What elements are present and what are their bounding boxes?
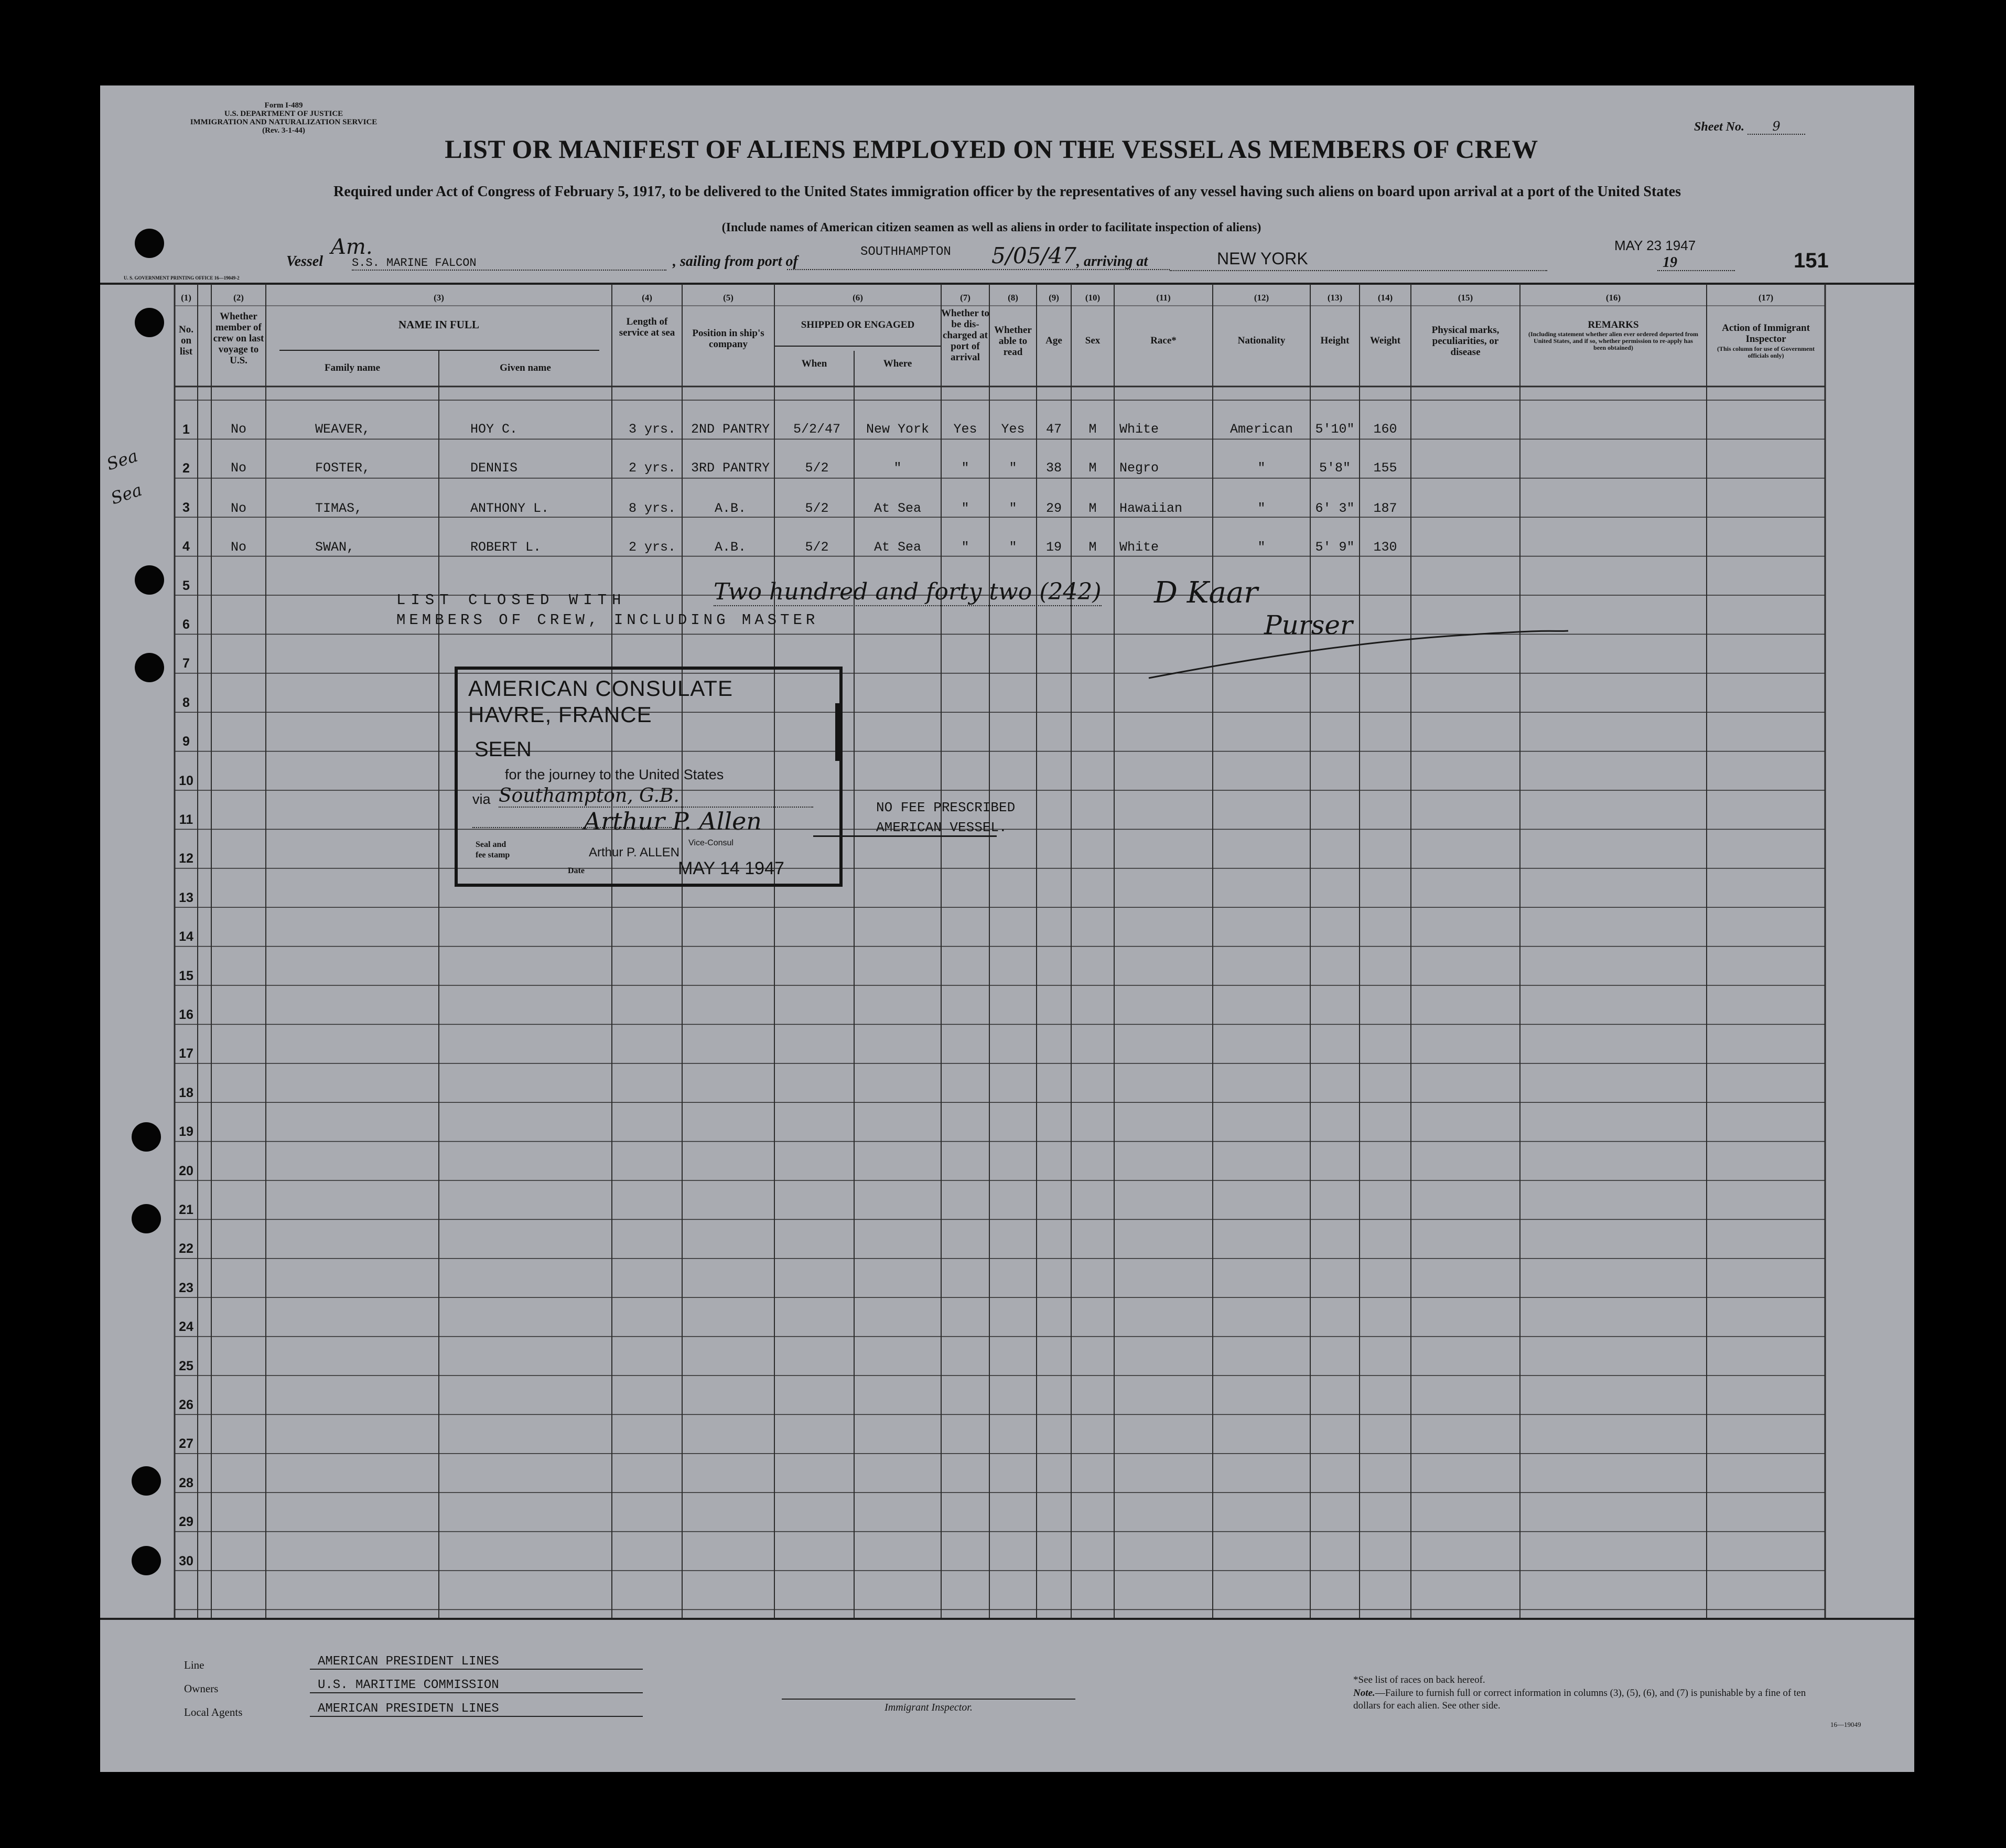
row-number: 4	[182, 539, 190, 554]
sailing-label: , sailing from port of	[673, 253, 798, 270]
col-number: (13)	[1327, 293, 1343, 303]
cell-family-name: FOSTER,	[315, 460, 371, 476]
col-number: (4)	[642, 293, 652, 303]
header-remarks: REMARKS	[1588, 319, 1639, 330]
header-physical-marks: Physical marks, peculiarities, or disease	[1431, 325, 1500, 358]
cell-service: 2 yrs.	[629, 540, 676, 555]
stamp-journey: for the journey to the United States	[505, 767, 724, 782]
arriving-label: , arriving at	[1076, 253, 1148, 270]
vessel-name: S.S. MARINE FALCON	[352, 256, 666, 271]
cell-last-voyage: No	[230, 540, 246, 555]
vessel-label: Vessel	[286, 253, 323, 270]
cell-given-name: HOY C.	[470, 422, 518, 437]
row-number: 25	[179, 1358, 193, 1373]
fee-note-line1: NO FEE PRESCRIBED	[876, 800, 1016, 815]
row-number: 6	[182, 617, 190, 632]
stamp-seal-label: Seal and	[476, 840, 506, 849]
header-when: When	[801, 358, 827, 369]
stamp-edge-mark	[835, 703, 840, 761]
stamp-city: HAVRE, FRANCE	[468, 702, 652, 727]
cell-where: New York	[866, 422, 930, 437]
cell-able-to-read: "	[1009, 540, 1017, 555]
crew-count-handwritten: Two hundred and forty two (242)	[714, 578, 1102, 605]
cell-nationality: "	[1257, 540, 1266, 555]
col-number: (7)	[960, 293, 970, 303]
inspector-signature-line	[782, 1699, 1075, 1700]
row-number: 7	[182, 656, 190, 671]
row-number: 21	[179, 1202, 193, 1217]
cell-last-voyage: No	[230, 460, 246, 476]
cell-given-name: DENNIS	[470, 460, 518, 476]
cell-age: 29	[1045, 500, 1062, 516]
row-number: 14	[179, 929, 193, 944]
header-nationality: Nationality	[1237, 335, 1286, 346]
sailing-port: SOUTHHAMPTON	[860, 245, 951, 259]
footer-owners-value: U.S. MARITIME COMMISSION	[310, 1678, 643, 1693]
header-weight: Weight	[1369, 335, 1401, 346]
cell-service: 8 yrs.	[629, 500, 676, 516]
cell-sex: M	[1088, 460, 1097, 476]
purser-signature: D Kaar	[1154, 576, 1258, 610]
cell-nationality: American	[1230, 422, 1293, 437]
consul-title: Vice-Consul	[688, 839, 734, 847]
row-number: 9	[182, 734, 190, 749]
cell-height: 5'10"	[1315, 422, 1355, 437]
cell-nationality: "	[1257, 460, 1266, 476]
inspector-label: Immigrant Inspector.	[885, 1702, 973, 1713]
stamp-fee-label: fee stamp	[476, 851, 510, 859]
cell-position: A.B.	[714, 540, 746, 555]
vessel-prefix: Am.	[331, 235, 373, 259]
stamp-seen: SEEN	[474, 738, 532, 761]
stamp-via-route: Southampton, G.B.	[499, 785, 813, 808]
penalty-note	[1353, 1687, 1815, 1712]
row-number: 20	[179, 1163, 193, 1178]
purser-title: Purser	[1264, 610, 1353, 640]
header-age: Age	[1045, 335, 1062, 346]
row-number: 13	[179, 890, 193, 905]
cell-family-name: TIMAS,	[315, 500, 363, 516]
col-number: (15)	[1458, 293, 1473, 303]
cell-last-voyage: No	[230, 500, 246, 516]
year-label: 19	[1663, 254, 1677, 271]
row-number: 30	[179, 1553, 193, 1568]
row-number: 2	[182, 461, 190, 476]
cell-position: A.B.	[714, 500, 746, 516]
header-able-to-read: Whether able to read	[994, 325, 1032, 358]
signature-flourish	[1144, 626, 1573, 683]
header-race: Race*	[1150, 335, 1177, 346]
fee-note-line2: AMERICAN VESSEL.	[876, 820, 1007, 835]
row-number: 5	[182, 578, 190, 593]
col-number: (14)	[1377, 293, 1393, 303]
cell-sex: M	[1088, 422, 1097, 437]
cell-position: 2ND PANTRY	[691, 422, 770, 437]
sheet-label: Sheet No.	[1694, 120, 1744, 134]
row-number: 11	[179, 812, 193, 827]
cell-height: 5' 9"	[1315, 540, 1355, 555]
form-subtitle: Required under Act of Congress of February 5, 1917, to be delivered to the United States immigration officer by the representatives of any vessel having such aliens on board upon arrival at a port of the United States	[333, 184, 1681, 200]
cell-when: 5/2	[805, 500, 829, 516]
cell-discharged: "	[961, 500, 969, 516]
header-position: Position in ship's company	[692, 328, 764, 350]
footer-owners-label: Owners	[184, 1682, 219, 1695]
form-code: 16—19049	[1830, 1721, 1861, 1728]
row-number: 16	[179, 1007, 193, 1022]
footer-line-label: Line	[184, 1659, 204, 1671]
header-length-of-service: Length of service at sea	[619, 316, 675, 338]
page-number: 151	[1794, 249, 1829, 272]
cell-when: 5/2	[805, 540, 829, 555]
list-closed-line2: MEMBERS OF CREW, INCLUDING MASTER	[396, 611, 819, 629]
header-remarks-note: (Including statement whether alien ever ordered deported from United States, and if so, whether permission to re-apply has been obtained)	[1528, 330, 1699, 351]
col-number: (16)	[1605, 293, 1621, 303]
row-number: 23	[179, 1280, 193, 1295]
cell-given-name: ROBERT L.	[470, 540, 542, 555]
cell-given-name: ANTHONY L.	[470, 500, 549, 516]
cell-where: At Sea	[873, 540, 921, 555]
header-height: Height	[1320, 335, 1350, 346]
margin-note: Sea	[104, 445, 141, 475]
consulate-stamp	[455, 667, 843, 887]
row-number: 3	[182, 500, 190, 515]
stamp-line-extension	[813, 835, 997, 837]
cell-discharged: "	[961, 460, 969, 476]
manifest-sheet	[100, 85, 1914, 1772]
row-number: 22	[179, 1241, 193, 1256]
row-number: 27	[179, 1436, 193, 1452]
cell-race: Negro	[1119, 460, 1159, 476]
page-title: LIST OR MANIFEST OF ALIENS EMPLOYED ON THE VESSEL AS MEMBERS OF CREW	[445, 134, 1538, 164]
col-number: (8)	[1008, 293, 1018, 303]
header-sex: Sex	[1085, 335, 1101, 346]
header-name-in-full: NAME IN FULL	[398, 318, 479, 331]
row-number: 18	[179, 1085, 193, 1100]
cell-discharged: Yes	[953, 422, 977, 437]
sailing-date: 5/05/47	[991, 243, 1076, 268]
cell-discharged: "	[961, 540, 969, 555]
cell-able-to-read: Yes	[1001, 422, 1025, 437]
arriving-port: NEW YORK	[1217, 249, 1308, 268]
col-number: (12)	[1254, 293, 1269, 303]
race-footnote: *See list of races on back hereof.	[1353, 1674, 1485, 1685]
header-where: Where	[883, 358, 912, 369]
cell-sex: M	[1088, 500, 1097, 516]
cell-able-to-read: "	[1009, 500, 1017, 516]
cell-race: White	[1119, 540, 1159, 555]
consul-signature: Arthur P. Allen	[584, 807, 762, 835]
note-text: —Failure to furnish full or correct information in columns (3), (5), (6), and (7) is punishable by a fine of ten dollars for each alien. See other side.	[1353, 1688, 1806, 1711]
footer-agents-value: AMERICAN PRESIDETN LINES	[310, 1702, 643, 1717]
col-number: (10)	[1085, 293, 1101, 303]
col-number: (3)	[434, 293, 444, 303]
header-last-voyage: Whether member of crew on last voyage to U.S.	[213, 311, 264, 366]
cell-service: 2 yrs.	[629, 460, 676, 476]
col-number: (2)	[233, 293, 244, 303]
header-no-on-list: No. on list	[179, 324, 193, 357]
cell-family-name: SWAN,	[315, 540, 355, 555]
col-number: (6)	[853, 293, 863, 303]
department-line: U.S. DEPARTMENT OF JUSTICE	[224, 110, 343, 118]
consul-name: Arthur P. ALLEN	[589, 845, 680, 859]
col-number: (5)	[723, 293, 734, 303]
arrival-date: MAY 23 1947	[1614, 238, 1696, 253]
cell-weight: 130	[1373, 540, 1397, 555]
row-number: 17	[179, 1046, 193, 1061]
margin-note: Sea	[108, 479, 145, 509]
cell-where: At Sea	[873, 500, 921, 516]
header-family-name: Family name	[324, 362, 381, 373]
cell-weight: 160	[1373, 422, 1397, 437]
cell-last-voyage: No	[230, 422, 246, 437]
row-number: 1	[182, 422, 190, 437]
row-number: 19	[179, 1124, 193, 1140]
form-instruction: (Include names of American citizen seamen as well as aliens in order to facilitate inspection of aliens)	[721, 221, 1261, 234]
col-number: (1)	[181, 293, 191, 303]
footer-agents-label: Local Agents	[184, 1706, 243, 1718]
form-number: Form I-489	[264, 101, 303, 110]
cell-height: 6' 3"	[1315, 500, 1355, 516]
header-given-name: Given name	[500, 362, 551, 373]
col-number: (17)	[1758, 293, 1774, 303]
printing-office: U. S. GOVERNMENT PRINTING OFFICE 16—19049-2	[124, 275, 240, 281]
cell-weight: 187	[1373, 500, 1397, 516]
cell-age: 47	[1045, 422, 1062, 437]
row-number: 15	[179, 968, 193, 983]
row-number: 10	[179, 773, 193, 788]
header-inspector-note: (This column for use of Government officials only)	[1717, 345, 1815, 359]
row-number: 24	[179, 1319, 193, 1335]
header-shipped-or-engaged: SHIPPED OR ENGAGED	[801, 319, 915, 330]
cell-age: 19	[1045, 540, 1062, 555]
footer-line-value: AMERICAN PRESIDENT LINES	[310, 1654, 643, 1670]
cell-position: 3RD PANTRY	[691, 460, 770, 476]
cell-family-name: WEAVER,	[315, 422, 371, 437]
revision-line: (Rev. 3-1-44)	[262, 126, 305, 135]
col-number: (9)	[1049, 293, 1059, 303]
header-discharged: Whether to be dis-charged at port of arrival	[941, 308, 989, 363]
row-number: 29	[179, 1514, 193, 1530]
cell-age: 38	[1045, 460, 1062, 476]
row-number: 26	[179, 1398, 193, 1412]
row-number: 8	[182, 695, 190, 710]
cell-where: "	[893, 460, 902, 476]
stamp-consulate: AMERICAN CONSULATE	[468, 676, 733, 701]
col-number: (11)	[1156, 293, 1171, 303]
header-inspector-action: Action of Immigrant Inspector	[1722, 323, 1810, 345]
cell-weight: 155	[1373, 460, 1397, 476]
note-label: Note.	[1353, 1688, 1375, 1699]
cell-race: Hawaiian	[1119, 500, 1183, 516]
cell-nationality: "	[1257, 500, 1266, 516]
stamp-date: MAY 14 1947	[678, 858, 784, 878]
stamp-date-label: Date	[568, 866, 585, 875]
list-closed-line1: LIST CLOSED WITH	[396, 592, 627, 609]
cell-when: 5/2/47	[793, 422, 840, 437]
cell-sex: M	[1088, 540, 1097, 555]
sheet-number: 9	[1748, 119, 1805, 135]
cell-service: 3 yrs.	[629, 422, 676, 437]
cell-able-to-read: "	[1009, 460, 1017, 476]
cell-race: White	[1119, 422, 1159, 437]
cell-height: 5'8"	[1319, 460, 1351, 476]
cell-when: 5/2	[805, 460, 829, 476]
row-number: 12	[179, 851, 193, 866]
stamp-via-label: via	[472, 791, 491, 807]
service-line: IMMIGRATION AND NATURALIZATION SERVICE	[190, 118, 378, 126]
row-number: 28	[179, 1475, 193, 1490]
table-grid	[100, 85, 1914, 1772]
